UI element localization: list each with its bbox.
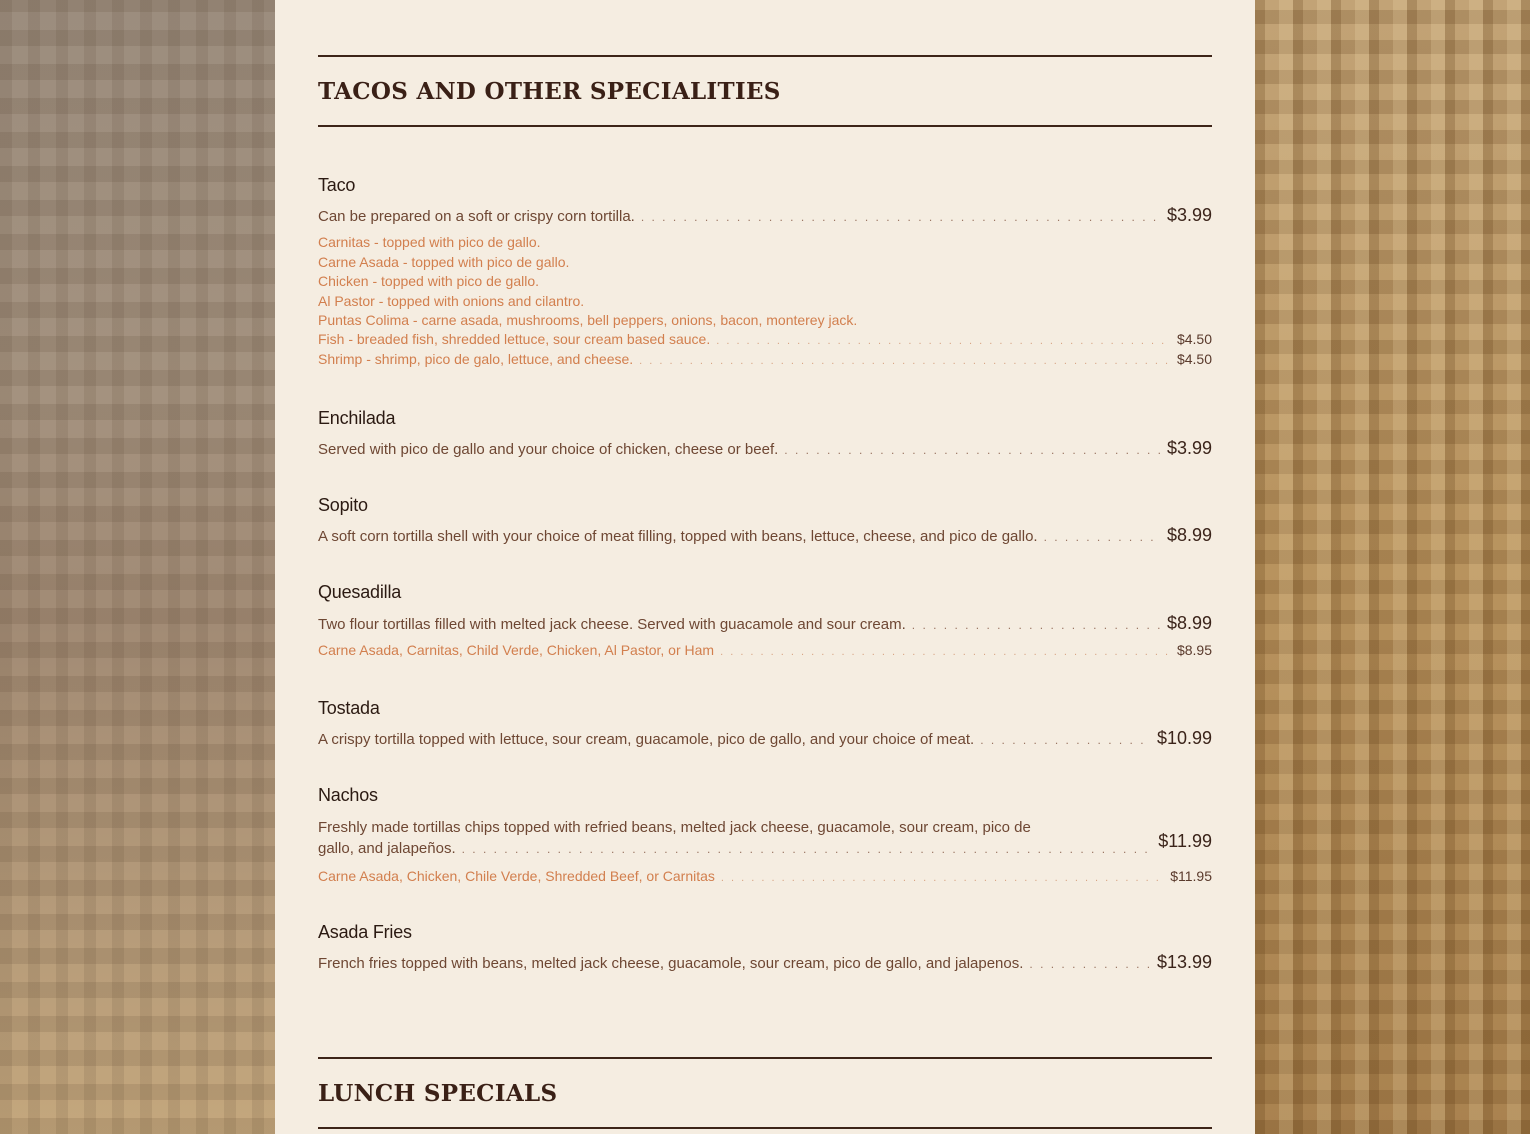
dot-leader (639, 355, 1171, 367)
option-price: $11.95 (1170, 868, 1212, 884)
option-price: $4.50 (1176, 330, 1212, 347)
item-options (318, 233, 1212, 370)
option-text: Carne Asada, Carnitas, Child Verde, Chicken, Al Pastor, or Ham (318, 642, 715, 658)
item-description-row (318, 438, 1212, 459)
option-text: Fish - breaded fish, shredded lettuce, sour cream based sauce. (318, 330, 711, 347)
item-name: Quesadilla (318, 582, 402, 602)
item-price: $3.99 (1166, 438, 1212, 458)
item-name: Tostada (318, 698, 380, 718)
background-texture-right (1255, 0, 1530, 1134)
item-description-row (318, 613, 1212, 634)
dot-leader (641, 210, 1161, 224)
item-price: $13.99 (1156, 952, 1212, 972)
option-text: Carnitas - topped with pico de gallo. (318, 234, 541, 250)
item-price: $8.99 (1166, 613, 1212, 633)
item-price: $3.99 (1166, 205, 1212, 225)
menu-item-sopito (318, 494, 1212, 546)
item-description (318, 817, 1158, 860)
dot-leader (716, 335, 1171, 347)
dot-leader (1029, 957, 1151, 971)
dot-leader (720, 646, 1171, 658)
dot-leader (721, 872, 1164, 884)
priced-option-row (318, 351, 1212, 371)
item-description-row (318, 525, 1212, 546)
item-price: $8.99 (1166, 525, 1212, 545)
item-name: Taco (318, 175, 356, 195)
item-description: Served with pico de gallo and your choice of chicken, cheese or beef. (318, 441, 779, 458)
item-name: Enchilada (318, 408, 396, 428)
menu-item-nachos (318, 784, 1212, 884)
dot-leader (462, 839, 1152, 860)
option-text: Carne Asada, Chicken, Chile Verde, Shredded Beef, or Carnitas (318, 868, 715, 884)
item-description-line: Freshly made tortillas chips topped with refried beans, melted jack cheese, guacamole, sour cream, pico de (318, 819, 1031, 836)
item-description: A crispy tortilla topped with lettuce, sour cream, guacamole, pico de gallo, and your choice of meat. (318, 731, 975, 748)
item-name: Nachos (318, 785, 378, 805)
option-text: Al Pastor - topped with onions and cilantro. (318, 292, 585, 309)
section-title: TACOS AND OTHER SPECIALITIES (318, 78, 781, 105)
section-top-rule (318, 55, 1212, 57)
menu-item-asada-fries (318, 921, 1212, 973)
item-description-row (318, 205, 1212, 226)
priced-option-row (318, 868, 1212, 884)
option-text: Puntas Colima - carne asada, mushrooms, bell peppers, onions, bacon, monterey jack. (318, 312, 858, 329)
item-name: Asada Fries (318, 922, 412, 942)
dot-leader (784, 443, 1161, 457)
item-description: Two flour tortillas filled with melted jack cheese. Served with guacamole and sour cream. (318, 616, 906, 633)
menu-page (275, 0, 1255, 1134)
background-texture-left (0, 0, 275, 1134)
menu-item-enchilada (318, 407, 1212, 459)
item-price: $10.99 (1156, 728, 1212, 748)
section-bottom-rule (318, 1127, 1212, 1129)
item-description-line-row (318, 838, 1158, 860)
item-name: Sopito (318, 495, 368, 515)
item-description-line: gallo, and jalapeños. (318, 840, 456, 857)
dot-leader (1044, 530, 1161, 544)
option-price: $8.95 (1176, 642, 1212, 658)
priced-option-row (318, 331, 1212, 351)
item-description: A soft corn tortilla shell with your choice of meat filling, topped with beans, lettuce, cheese, and pico de gallo. (318, 528, 1038, 545)
section-bottom-rule (318, 125, 1212, 127)
menu-item-tostada (318, 697, 1212, 749)
item-description-row (318, 817, 1212, 860)
item-description-row (318, 728, 1212, 749)
item-description: Can be prepared on a soft or crispy corn tortilla. (318, 208, 635, 225)
priced-option-row (318, 642, 1212, 658)
item-description-row (318, 952, 1212, 973)
dot-leader (912, 618, 1161, 632)
option-price: $4.50 (1176, 350, 1212, 367)
section-title: LUNCH SPECIALS (318, 1080, 558, 1107)
menu-item-taco (318, 174, 1212, 370)
menu-item-quesadilla (318, 581, 1212, 658)
option-text: Chicken - topped with pico de gallo. (318, 273, 540, 290)
item-description: French fries topped with beans, melted jack cheese, guacamole, sour cream, pico de gallo, and jalapenos. (318, 955, 1024, 972)
item-price: $11.99 (1158, 831, 1212, 851)
option-text: Carne Asada - topped with pico de gallo. (318, 253, 570, 270)
dot-leader (980, 733, 1151, 747)
option-text: Shrimp - shrimp, pico de galo, lettuce, and cheese. (318, 350, 634, 367)
section-top-rule (318, 1057, 1212, 1059)
